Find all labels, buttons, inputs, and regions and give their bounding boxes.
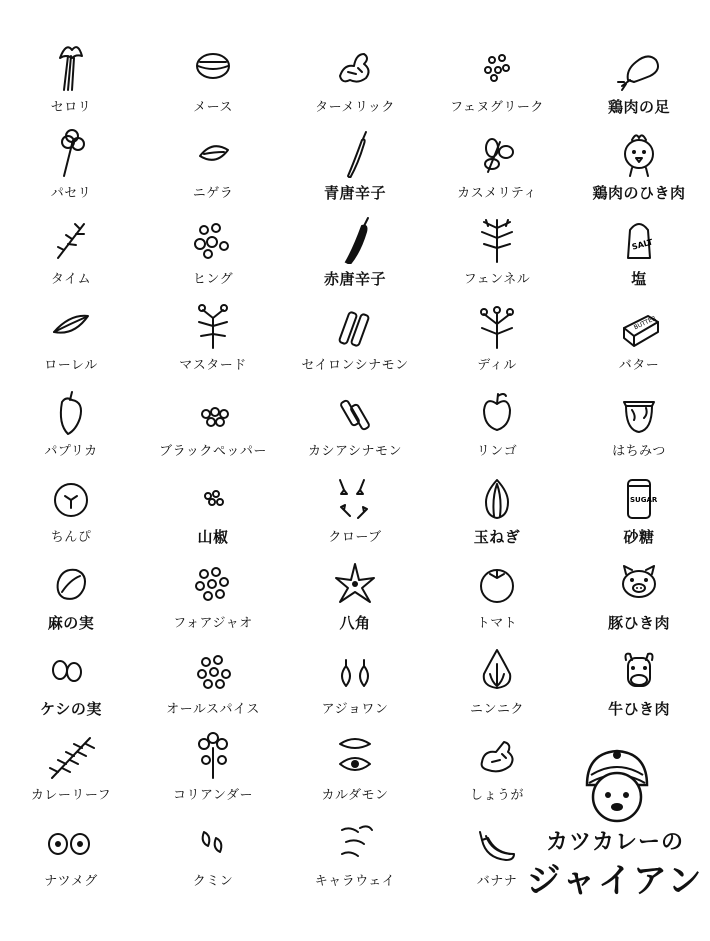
hemp-seed-icon <box>0 552 142 608</box>
dill-icon <box>426 294 568 350</box>
spice-item <box>426 638 568 724</box>
chenpi-icon <box>0 466 142 522</box>
spice-item <box>284 724 426 810</box>
spice-label: 赤唐辛子 <box>323 270 386 288</box>
spice-label: パセリ <box>50 186 92 201</box>
spice-label: オールスパイス <box>166 702 260 717</box>
spice-label: フェヌグリーク <box>450 100 544 115</box>
green-chili-icon <box>284 122 426 178</box>
spice-item <box>426 552 568 638</box>
spice-item <box>426 208 568 294</box>
spice-item <box>142 638 284 724</box>
svg-text:BUTTER: BUTTER <box>632 314 658 332</box>
spice-label: クミン <box>192 874 234 889</box>
coriander-icon <box>142 724 284 780</box>
spice-item <box>426 122 568 208</box>
spice-item <box>0 208 142 294</box>
spice-label: バター <box>618 358 660 373</box>
spice-item <box>284 466 426 552</box>
spice-label: クローブ <box>328 530 382 545</box>
spice-item <box>284 294 426 380</box>
red-chili-icon <box>284 208 426 264</box>
spice-label: バナナ <box>476 874 518 889</box>
fennel-icon <box>426 208 568 264</box>
spice-item <box>142 36 284 122</box>
spice-label: ニンニク <box>469 702 524 717</box>
logo-line-1: カツカレーの <box>545 830 684 855</box>
spice-label: フォアジャオ <box>173 616 253 631</box>
spice-item <box>426 380 568 466</box>
poppy-seed-icon <box>0 638 142 694</box>
turbaned-face-logo-icon <box>577 745 657 825</box>
spice-item <box>568 294 710 380</box>
spice-label: ブラックペッパー <box>159 444 267 459</box>
spice-item <box>0 724 142 810</box>
spice-label: マスタード <box>179 358 247 373</box>
spice-item <box>0 380 142 466</box>
spice-item <box>0 552 142 638</box>
black-pepper-icon <box>142 380 284 436</box>
spice-label: ターメリック <box>315 100 395 115</box>
spice-label: 鶏肉のひき肉 <box>592 184 686 202</box>
onion-icon <box>426 466 568 522</box>
allspice-icon <box>142 638 284 694</box>
spice-item <box>568 122 710 208</box>
spice-item <box>426 36 568 122</box>
spice-label: セイロンシナモン <box>301 358 409 373</box>
spice-label: カシアシナモン <box>308 444 402 459</box>
spice-item <box>0 122 142 208</box>
spice-label: 麻の実 <box>47 614 95 632</box>
star-anise-icon <box>284 552 426 608</box>
spice-label: 鶏肉の足 <box>607 98 670 116</box>
spice-label: セロリ <box>50 100 92 115</box>
spice-item <box>142 466 284 552</box>
spice-label: パプリカ <box>44 444 98 459</box>
spice-item <box>284 638 426 724</box>
spice-label: ちんぴ <box>50 530 92 545</box>
beef-mince-icon <box>568 638 710 694</box>
spice-item <box>142 122 284 208</box>
spice-item <box>284 122 426 208</box>
spice-label: はちみつ <box>612 444 666 459</box>
spice-item <box>568 638 710 724</box>
sugar-icon <box>568 466 710 522</box>
caraway-icon <box>284 810 426 866</box>
cardamom-icon <box>284 724 426 780</box>
spice-label: カスメリティ <box>457 186 537 201</box>
spice-item <box>142 294 284 380</box>
spice-label: 砂糖 <box>623 528 655 546</box>
spice-label: メース <box>193 100 233 115</box>
spice-label: しょうが <box>469 788 524 803</box>
spice-item <box>426 466 568 552</box>
spice-label: 山椒 <box>197 528 229 546</box>
spice-label: ニゲラ <box>192 186 234 201</box>
spice-item <box>568 208 710 294</box>
butter-icon <box>568 294 710 350</box>
spice-label: 青唐辛子 <box>323 184 386 202</box>
parsley-icon <box>0 122 142 178</box>
spice-label: 牛ひき肉 <box>607 700 670 718</box>
cumin-icon <box>142 810 284 866</box>
spice-label: ローレル <box>44 358 98 373</box>
spice-item <box>142 810 284 896</box>
spice-item <box>142 208 284 294</box>
cassia-cinnamon-icon <box>284 380 426 436</box>
spice-item <box>142 552 284 638</box>
sansho-icon <box>142 466 284 522</box>
spice-item <box>568 380 710 466</box>
spice-label: 八角 <box>339 614 371 632</box>
chicken-leg-icon <box>568 36 710 92</box>
svg-text:SALT: SALT <box>630 237 654 252</box>
paprika-icon <box>0 380 142 436</box>
spice-item <box>284 36 426 122</box>
fenugreek-icon <box>426 36 568 92</box>
salt-icon <box>568 208 710 264</box>
spice-label: タイム <box>50 272 92 287</box>
spice-label: ディル <box>477 358 517 373</box>
ceylon-cinnamon-icon <box>284 294 426 350</box>
nutmeg-icon <box>0 810 142 866</box>
spice-item <box>284 380 426 466</box>
spice-label: ケシの実 <box>40 700 102 718</box>
spice-label: 豚ひき肉 <box>607 614 670 632</box>
spice-label: ヒング <box>192 272 234 287</box>
kasuri-methi-icon <box>426 122 568 178</box>
svg-text:SUGAR: SUGAR <box>630 496 658 504</box>
celery-icon <box>0 36 142 92</box>
spice-label: トマト <box>476 616 518 631</box>
spice-item <box>284 208 426 294</box>
spice-label: ナツメグ <box>44 874 98 889</box>
spice-item <box>142 380 284 466</box>
ajwain-icon <box>284 638 426 694</box>
bay-leaf-icon <box>0 294 142 350</box>
apple-icon <box>426 380 568 436</box>
mustard-icon <box>142 294 284 350</box>
curry-leaf-icon <box>0 724 142 780</box>
spice-item <box>0 638 142 724</box>
chicken-mince-icon <box>568 122 710 178</box>
spice-item <box>0 294 142 380</box>
spice-label: フェンネル <box>463 272 531 287</box>
hing-icon <box>142 208 284 264</box>
huajiao-icon <box>142 552 284 608</box>
spice-item <box>568 36 710 122</box>
clove-icon <box>284 466 426 522</box>
spice-label: キャラウェイ <box>314 874 396 889</box>
spice-label: アジョワン <box>321 702 389 717</box>
logo-line-2: ジャイアン <box>526 861 704 901</box>
spice-item <box>0 810 142 896</box>
spice-label: リンゴ <box>476 444 518 459</box>
spice-label: カルダモン <box>321 788 389 803</box>
spice-label: 塩 <box>631 270 647 288</box>
spice-item <box>284 810 426 896</box>
spice-item <box>284 552 426 638</box>
mace-icon <box>142 36 284 92</box>
pork-mince-icon <box>568 552 710 608</box>
spice-item <box>426 294 568 380</box>
spice-label: 玉ねぎ <box>473 528 521 546</box>
tomato-icon <box>426 552 568 608</box>
honey-icon <box>568 380 710 436</box>
spice-item <box>568 466 710 552</box>
turmeric-icon <box>284 36 426 92</box>
spice-item <box>568 552 710 638</box>
spice-label: コリアンダー <box>173 788 253 803</box>
logo <box>525 745 705 935</box>
spice-label: カレーリーフ <box>30 788 112 803</box>
thyme-icon <box>0 208 142 264</box>
spice-item <box>0 36 142 122</box>
nigella-icon <box>142 122 284 178</box>
spice-item <box>0 466 142 552</box>
garlic-icon <box>426 638 568 694</box>
spice-item <box>142 724 284 810</box>
